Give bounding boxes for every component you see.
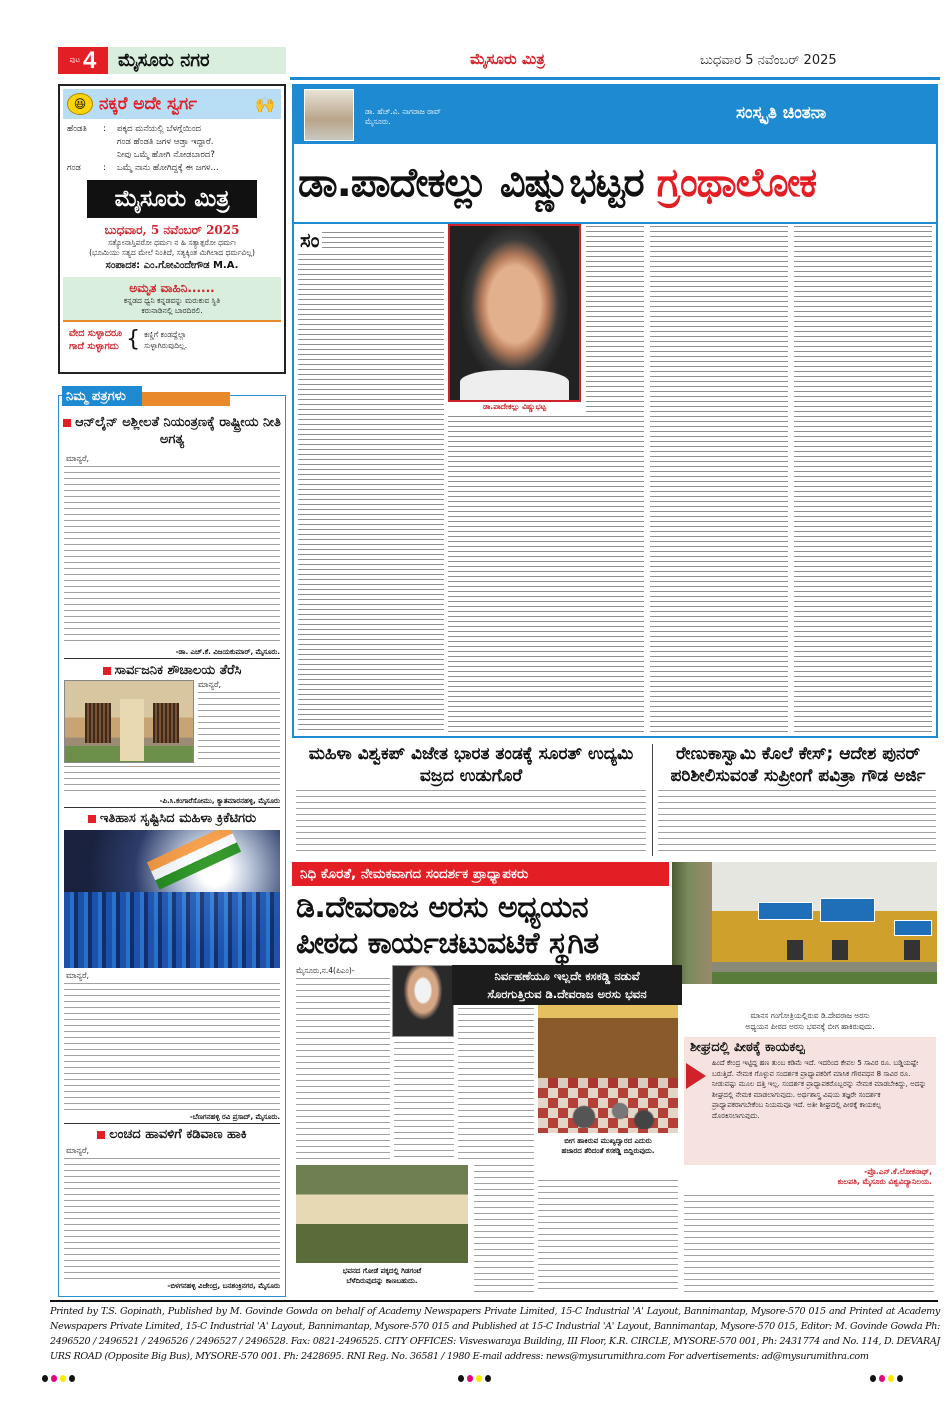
red-arrow-icon [686, 1063, 706, 1089]
toilet-photo [64, 680, 194, 763]
bullet-icon [97, 1131, 105, 1139]
devaraj-headline: ಡಿ.ದೇವರಾಜ ಅರಸು ಅಧ್ಯಯನ ಪೀಠದ ಕಾರ್ಯಚಟುವಟಿಕೆ ಸ್ಥಗಿತ [296, 890, 599, 961]
letter-salutation: ಮಾನ್ಯರೆ, [66, 454, 90, 463]
letter-headline: ಆನ್‌ಲೈನ್ ಅಶ್ಲೀಲತೆ ನಿಯಂತ್ರಣಕ್ಕೆ ರಾಷ್ಟ್ರೀಯ ನೀತಿ ಅಗತ್ಯ [62, 414, 282, 448]
divider [64, 1123, 280, 1124]
letters-section-title: ನಿಮ್ಮ ಪತ್ರಗಳು [62, 386, 142, 406]
feature-headline: ಡಾ.ಪಾದೇಕಲ್ಲು ವಿಷ್ಣುಭಟ್ಟರ ಗ್ರಂಥಾಲೋಕ [298, 160, 817, 206]
story-body [296, 978, 390, 1160]
masthead-box [58, 84, 286, 374]
story-body [394, 1042, 454, 1162]
letter-signature: -ಡಾ. ಎಚ್.ಕೆ. ವಿಜಯಕುಮಾರ್, ಮೈಸೂರು. [175, 648, 280, 656]
author-photo [304, 89, 354, 141]
amrutha-vahini: ಅಮೃತ ವಾಹಿನಿ...... ಕನ್ನಡದ ಧ್ವನಿ ಕನ್ನಡವನ್ನು ಮರುಕುವ ಸ್ಥಿತಿ ಕರುನಾಡಿನಲ್ಲಿ ಬಾರದಿರಲಿ. [63, 277, 281, 322]
column-title: ಸಂಸ್ಕೃತಿ ಚಿಂತನಾ [736, 103, 827, 123]
brace-icon: { [126, 327, 141, 352]
amrutha-title: ಅಮೃತ ವಾಹಿನಿ...... [129, 281, 215, 295]
registration-marks-center [458, 1375, 491, 1382]
bullet-icon [63, 419, 71, 427]
letter-body [64, 1158, 280, 1280]
letter-salutation: ಮಾನ್ಯರೆ, [66, 971, 90, 980]
letter-headline: ಸಾರ್ವಜನಿಕ ಶೌಚಾಲಯ ತೆರೆಸಿ [62, 662, 282, 679]
header-rule [290, 77, 940, 80]
masthead-logo-block: ಮೈಸೂರು ಮಿತ್ರ [87, 180, 257, 218]
devaraj-urs-portrait [392, 965, 454, 1037]
sidebar-signature: -ಪ್ರೊ.ಎನ್.ಕೆ.ಲೋಕನಾಥ್, ಕುಲಪತಿ, ಮೈಸೂರು ವಿಶ್ವವಿದ್ಯಾನಿಲಯ. [837, 1167, 932, 1186]
masthead-date: ಬುಧವಾರ, 5 ನವೆಂಬರ್ 2025 [104, 223, 240, 237]
sidebar-text: ಹಿಂದೆ ಕೇಂದ್ರ ಇಟ್ಟಿದ್ದ ಹಣ ತುಂಬ ಕಡಿಮೆ ಇದೆ. ಇದರಿಂದ ಕೇವಲ 5 ಸಾವಿರ ರೂ. ಬಡ್ಡಿಯಷ್ಟೇ ಬರುತ್ತಿದೆ. ನೇಮಕ ಗೊಳ್ಳುವ ಸಂದರ್ಶಕ ಪ್ರಾಧ್ಯಾಪಕರಿಗೆ ಮಾಸಿಕ ಗೌರವಧನ 8 ಸಾವಿರ ರೂ. ನೀಡುವಷ್ಟು ಮೂಲ ದತ್ತಿ ಇಲ್ಲ. ಸಂದರ್ಶಕ ಪ್ರಾಧ್ಯಾಪಕರೊಬ್ಬರನ್ನು ನೇಮಕ ಮಾಡಬೇಕಿದ್ದು, ಅದನ್ನು ಶೀಘ್ರದಲ್ಲಿ ನೇಮಕ ಮಾಡಲಾಗುವುದು. ಅರ್ಥಶಾಸ್ತ್ರ ವಿಷಯ ತಜ್ಞರೇ ಸಂದರ್ಶಕ ಪ್ರಾಧ್ಯಾಪಕರಾಗಬೇಕೆಂಬ ನಿಯಮವೂ ಇದೆ. ಅತೀ ಶೀಘ್ರದಲ್ಲಿ ಪೀಠಕ್ಕೆ ಕಾಯಕಲ್ಪ ದೊರಕಿಸಲಾಗುವುದು. [712, 1059, 927, 1120]
scholar-portrait-photo [448, 224, 581, 402]
drop-cap: ಸಂ [300, 228, 320, 252]
joke-title: ನಕ್ಕರೆ ಅದೇ ಸ್ವರ್ಗ [99, 94, 198, 114]
story-body [296, 790, 646, 856]
story-headline-diamond-gift: ಮಹಿಳಾ ವಿಶ್ವಕಪ್ ವಿಜೇತ ಭಾರತ ತಂಡಕ್ಕೆ ಸೂರತ್ ಉದ್ಯಮಿ ವಜ್ರದ ಉಡುಗೊರೆ [308, 744, 634, 786]
joke-line: ನೀವು ಒಮ್ಮೆ ಹೋಗಿ ನೋಡಬಾರದ? [117, 150, 215, 160]
page-number: 4 [82, 46, 97, 74]
door-photo-caption: ಬೀಗ ಹಾಕಿರುವ ಮುಖ್ಯದ್ವಾರದ ಎದುರು ಹಜಾರದ ತೆರಿದಂತೆ ಕಸಕಡ್ಡಿ ಬಿದ್ದಿರುವುದು. [561, 1137, 655, 1155]
letter-salutation: ಮಾನ್ಯರೆ, [198, 680, 222, 689]
column-divider [652, 744, 653, 856]
cartoon-figure-icon: 🙌 [255, 94, 275, 114]
feature-body-text [650, 226, 788, 732]
feature-body-text [586, 226, 644, 416]
weeds-photo-caption: ಭವನದ ಗೋಡೆ ಪಕ್ಕದಲ್ಲಿ ಗಿಡಗಂಟೆ ಬೆಳೆದಿರುವುದನ್ನು ಕಾಣಬಹುದು. [342, 1267, 422, 1285]
editor-credit: ಸಂಪಾದಕ: ಎಂ.ಗೋವಿಂದೇಗೌಡ M.A. [105, 260, 239, 271]
feature-body-text [298, 254, 444, 732]
bullet-icon [103, 667, 111, 675]
letter-body [64, 983, 280, 1111]
letter-headline: ಇತಿಹಾಸ ಸೃಷ್ಟಿಸಿದ ಮಹಿಳಾ ಕ್ರಿಕೆಟಿಗರು [62, 810, 282, 827]
letter-body [64, 766, 280, 794]
portrait-caption: ಡಾ.ಪಾದೇಕಲ್ಲು ವಿಷ್ಣುಭಟ್ಟ [482, 402, 547, 411]
story-subheadline: ನಿರ್ವಹಣೆಯೂ ಇಲ್ಲದೇ ಕಸಕಡ್ಡಿ ನಡುವೆ ಸೊರಗುತ್ತಿರುವ ಡಿ.ದೇವರಾಜ ಅರಸು ಭವನ [452, 965, 682, 1005]
registration-marks-right [870, 1375, 903, 1382]
sidebar-title: ಶೀಘ್ರದಲ್ಲಿ ಪೀಠಕ್ಕೆ ಕಾಯಕಲ್ಪ [690, 1040, 805, 1055]
bullet-icon [88, 815, 96, 823]
story-body [684, 1195, 934, 1293]
overgrown-wall-photo [296, 1165, 468, 1263]
divider [64, 658, 280, 659]
story-headline-renukaswamy: ರೇಣುಕಾಸ್ವಾಮಿ ಕೊಲೆ ಕೇಸ್; ಆದೇಶ ಪುನರ್ ಪರಿಶೀಲಿಸುವಂತೆ ಸುಪ್ರೀಂಗೆ ಪವಿತ್ರಾ ಗೌಡ ಅರ್ಜಿ [670, 744, 926, 786]
masthead-logo: ಮೈಸೂರು ಮಿತ್ರ [470, 50, 545, 68]
story-body [538, 1180, 678, 1293]
letters-tab-bar [142, 392, 230, 406]
feature-body-text [794, 226, 932, 732]
letter-signature: -ಬೆಣಗನಹಳ್ಳಿ ರವಿ ಪ್ರಸಾದ್, ಮೈಸೂರು. [189, 1113, 280, 1121]
footer-rule [50, 1300, 938, 1302]
proverb: ವೇದ ಸುಳ್ಳಾದರೂ ಗಾದೆ ಸುಳ್ಳಾಗದು { ಕಣ್ಣಿಗೆ ಕಂಡದ್ದೆಲ್ಲಾ ಸುಳ್ಳಾಗಿರುವುದಿಲ್ಲ. [69, 327, 188, 352]
issue-date: ಬುಧವಾರ 5 ನವೆಂಬರ್ 2025 [700, 53, 837, 68]
letter-salutation: ಮಾನ್ಯರೆ, [66, 1146, 90, 1155]
cricket-team-photo [64, 830, 280, 968]
letter-headline: ಲಂಚದ ಹಾವಳಿಗೆ ಕಡಿವಾಣ ಹಾಕಿ [62, 1126, 282, 1143]
author-byline: ಡಾ. ಹೆಚ್.ವಿ. ನಾಗರಾಜ ರಾವ್ ಮೈಸೂರು. [365, 107, 442, 126]
story-body [458, 1008, 534, 1163]
joke-line: ಗಂಡ : ಒಮ್ಮೆ ನಾನು ಹೋಗಿದ್ದಕ್ಕೆ ಈ ಜಗಳ... [67, 163, 219, 173]
story-body [474, 1165, 534, 1293]
section-name: ಮೈಸೂರು ನಗರ [108, 47, 286, 74]
laughing-face-icon: 😆 [67, 93, 93, 115]
divider [64, 807, 280, 808]
dateline: ಮೈಸೂರು,ನ.4(ಪಿಎಂ)- [296, 966, 355, 975]
motto-sanskrit: ಸತ್ಯೋನಾಸ್ತಿಪರೋ ಧರ್ಮಃ ನ ಹಿ ಸತ್ಯಾತ್ಪರೋ ಧರ್ಮಃ [108, 238, 236, 247]
registration-marks-left [42, 1375, 75, 1382]
feature-body-text [448, 416, 644, 732]
locked-door-photo [538, 1005, 678, 1133]
story-body [658, 790, 936, 856]
joke-line: ಗಂಡ ಹೆಂಡತಿ ಜಗಳ ಆಡ್ತಾ ಇದ್ದಾರೆ. [117, 137, 214, 147]
print-line-imprint: Printed by T.S. Gopinath, Published by M. Govinde Gowda on behalf of Academy Newspapers Private Limited, 15-C Industrial 'A' Layout, Bannimantap, Mysore-570 015 and Printed at Academy Newspapers Private Limited, 15-C Industrial 'A' Layout, Bannimantap, Mysore-570 015 and Published at 15-C Industrial 'A' Layout, Bannimantap, Mysore-570 015, Editor: M. Govinde Gowda Ph: 2496520 / 2496521 / 2496526 / 2496527 / 2496528. Fax: 0821-2496525. CITY OFFICES: Visveswaraya Building, III Floor, K.R. CIRCLE, MYSORE-570 001, Ph: 2431774 and No. 114, D. DEVARAJ URS ROAD (Opposite Big Bus), MYSORE-570 001. Ph: 2428695. RNI Reg. No. 36581 / 1980 E-mail address: news@mysurumithra.com For advertisements: ad@mysurumithra.com [50, 1306, 940, 1362]
feature-body-text [322, 232, 444, 252]
urs-bhavan-photo [672, 862, 937, 984]
letter-body [198, 692, 280, 764]
letter-signature: -ಪಿ.ಸಿ.ಕಂಗಾರೆಸೋಮು, ಕ್ಯಾತಮಾರನಹಳ್ಳಿ, ಮೈಸೂರು [159, 797, 280, 805]
joke-line: ಹೆಂಡತಿ : ಪಕ್ಕದ ಮನೆಯಲ್ಲಿ ಬೆಳಗ್ಗೆಯಿಂದ [67, 124, 201, 134]
page-number-badge [58, 47, 108, 74]
vc-sidebar [684, 1037, 936, 1165]
joke-banner [63, 89, 281, 119]
motto-kannada: (ಭೂಮಿಯು ಸತ್ಯದ ಮೇಲೆ ನಿಂತಿದೆ, ಸತ್ಯಕ್ಕಿಂತ ಮಿಗಿಲಾದ ಧರ್ಮವಿಲ್ಲ) [89, 248, 255, 257]
building-photo-caption: ಮಾನಸ ಗಂಗೋತ್ರಿಯಲ್ಲಿರುವ ಡಿ.ದೇವರಾಜ ಅರಸು ಅಧ್ಯಯನ ಪೀಠದ ಅರಸು ಭವನಕ್ಕೆ ಬೀಗ ಹಾಕಿರುವುದು. [745, 1011, 875, 1031]
story-strap: ನಿಧಿ ಕೊರತೆ, ನೇಮಕವಾಗದ ಸಂದರ್ಶಕ ಪ್ರಾಧ್ಯಾಪಕರು [292, 862, 669, 886]
letter-body [64, 466, 280, 646]
letter-signature: -ಬಿಳಗನಹಳ್ಳಿ ವಿಜೇಂದ್ರ, ಬನಶಂಕ್ರಿನಗರ, ಮೈಸೂರು [167, 1282, 280, 1290]
page-label: ಪುಟ [69, 56, 80, 64]
